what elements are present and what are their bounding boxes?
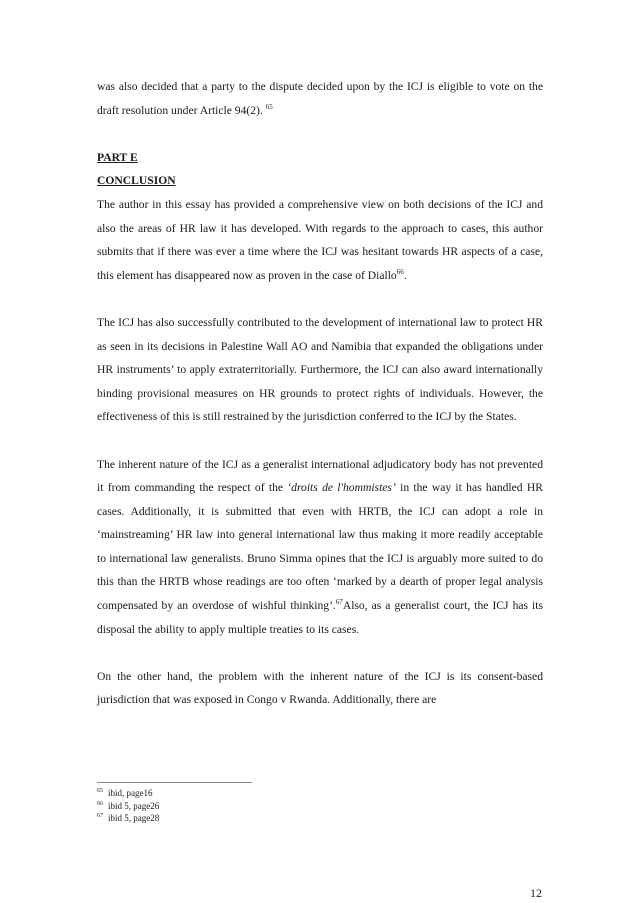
section-title: CONCLUSION	[97, 174, 176, 188]
footnote-separator	[97, 782, 252, 783]
paragraph-3-part1: The inherent nature of the ICJ as a generalist international adjudicatory body has not prevented it from commanding the respect of the	[97, 457, 543, 495]
footnote-text: ibid, page16	[108, 788, 153, 798]
footnote-66	[97, 800, 159, 813]
part-label: PART E	[97, 150, 138, 164]
footnote-ref-67: 67	[335, 598, 343, 607]
footnote-number: 66	[97, 800, 103, 807]
footnote-number: 67	[97, 813, 103, 819]
paragraph-2: The ICJ has also successfully contributed to the development of international law to protect HR as seen in its decisions in Palestine Wall AO and Namibia that expanded the obligations under HR instruments’ to apply extraterritorially. Furthermore, the ICJ can also award internationally binding provisional measures on HR grounds to protect rights of individuals. However, the effectiveness of this is still restrained by the jurisdiction conferred to the ICJ by the States.	[97, 315, 543, 424]
paragraph-3-part3: Also, as a generalist court, the ICJ has its disposal the ability to apply multiple treaties to its cases.	[97, 599, 543, 636]
footnote-67	[97, 812, 159, 825]
paragraph-3-part2: in the way it has handled HR cases. Additionally, it is submitted that even with HRTB, the ICJ can adopt a role in ‘mainstreaming’ HR law into general international law thus making it more readily acceptable to international law generalists. Bruno Simma opines that the ICJ is arguably more suited to do this than the HRTB whose readings are too often ‘marked by a dearth of proper legal analysis compensated by an overdose of wishful thinking’.	[97, 481, 543, 613]
quoted-term: ‘droits de l'hommistes’	[287, 481, 396, 495]
paragraph-1	[97, 193, 543, 287]
footnote-number: 65	[97, 788, 103, 794]
paragraph-4: On the other hand, the problem with the inherent nature of the ICJ is its consent-based jurisdiction that was exposed in Congo v Rwanda. Additionally, there are	[97, 669, 543, 707]
page-number: 12	[530, 886, 542, 900]
footnote-65	[97, 787, 159, 800]
footnote-ref-65: 65	[265, 102, 273, 111]
footnotes	[97, 787, 159, 825]
footnote-text: ibid 5, page28	[108, 813, 160, 823]
body-text	[97, 75, 543, 712]
paragraph-intro-text: was also decided that a party to the dispute decided upon by the ICJ is eligible to vote on the draft resolution under Article 94(2).	[97, 80, 543, 117]
paragraph-1-tail: .	[403, 268, 407, 282]
paragraph-1-text: The author in this essay has provided a comprehensive view on both decisions of the ICJ and also the areas of HR law it has developed. With regards to the approach to cases, this author submits that if there was ever a time where the ICJ was hesitant towards HR aspects of a case, this element has disappeared now as proven in the case of Diallo	[97, 197, 543, 282]
footnote-ref-66: 66	[396, 267, 404, 276]
footnote-text: ibid 5, page26	[108, 800, 160, 811]
paragraph-3	[97, 453, 543, 642]
paragraph-intro	[97, 75, 543, 122]
